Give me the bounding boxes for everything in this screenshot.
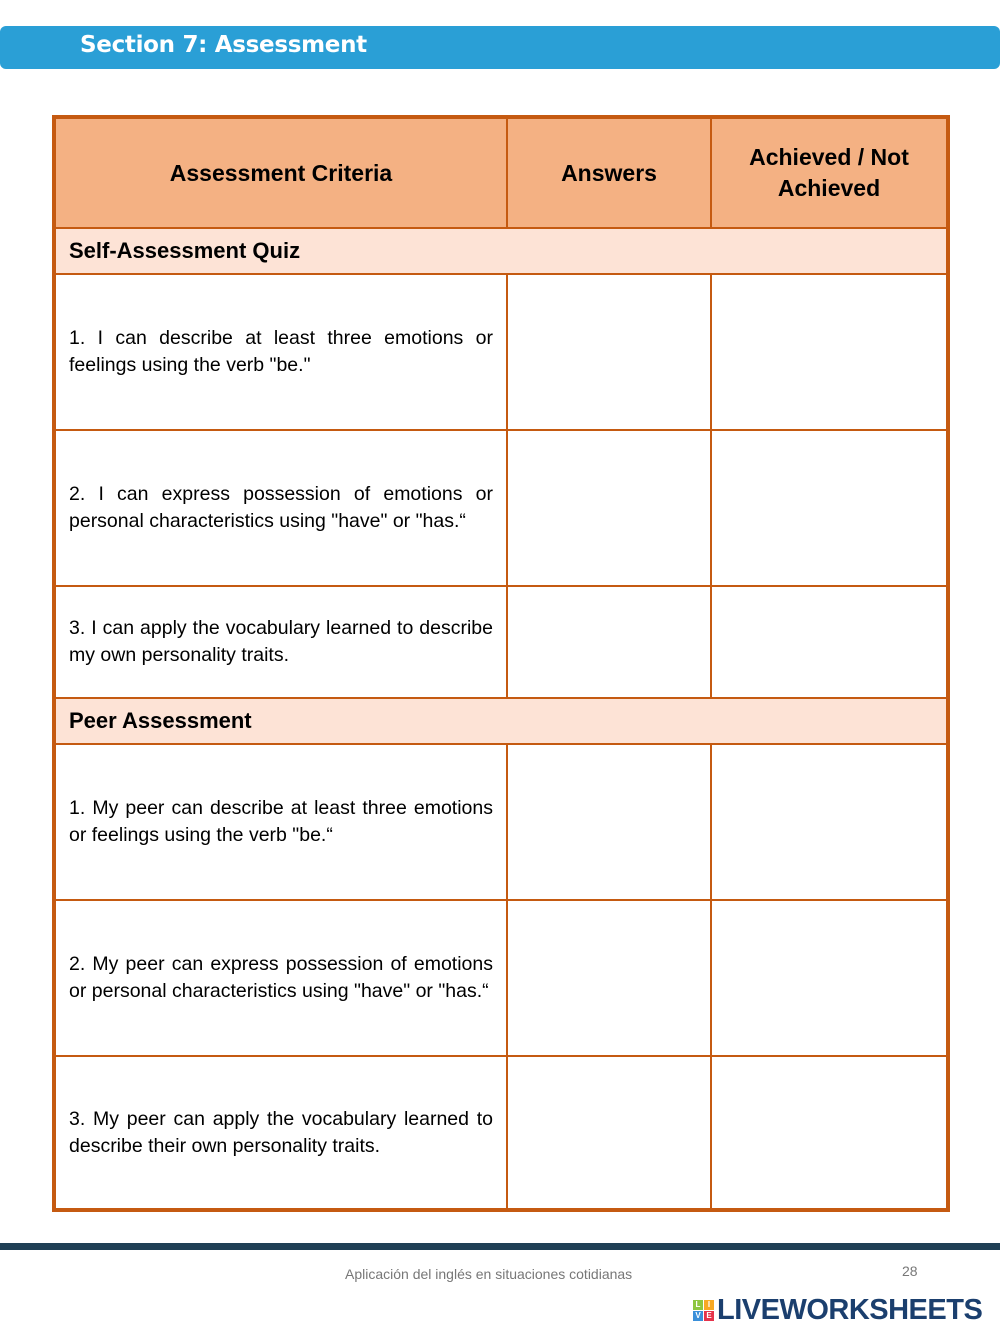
logo-letter: L xyxy=(693,1300,703,1310)
answer-cell[interactable] xyxy=(507,744,711,900)
answer-cell[interactable] xyxy=(507,900,711,1056)
achieved-cell[interactable] xyxy=(711,274,948,430)
achieved-cell[interactable] xyxy=(711,586,948,698)
logo-blocks-icon xyxy=(693,1300,714,1321)
table-row xyxy=(54,1056,948,1210)
achieved-cell[interactable] xyxy=(711,430,948,586)
answer-cell[interactable] xyxy=(507,1056,711,1210)
section-title-self: Self-Assessment Quiz xyxy=(54,228,948,274)
column-header-answers: Answers xyxy=(507,117,711,228)
criteria-cell: 1. My peer can describe at least three emotions or feelings using the verb "be.“ xyxy=(54,744,507,900)
criteria-cell: 3. My peer can apply the vocabulary learned to describe their own personality traits. xyxy=(54,1056,507,1210)
section-row xyxy=(54,698,948,744)
section-row xyxy=(54,228,948,274)
criteria-cell: 1. I can describe at least three emotions or feelings using the verb "be." xyxy=(54,274,507,430)
criteria-cell: 2. I can express possession of emotions or personal characteristics using "have" or "has.“ xyxy=(54,430,507,586)
section-title-peer: Peer Assessment xyxy=(54,698,948,744)
logo-text: LIVEWORKSHEETS xyxy=(717,1294,983,1326)
achieved-cell[interactable] xyxy=(711,1056,948,1210)
table-row xyxy=(54,586,948,698)
criteria-cell: 2. My peer can express possession of emotions or personal characteristics using "have" or "has.“ xyxy=(54,900,507,1056)
section-title: Section 7: Assessment xyxy=(80,32,367,58)
assessment-table xyxy=(52,115,950,1212)
table-row xyxy=(54,430,948,586)
footer-divider xyxy=(0,1243,1000,1250)
logo-letter: I xyxy=(704,1300,714,1310)
liveworksheets-logo xyxy=(693,1294,982,1327)
table-row xyxy=(54,900,948,1056)
table-row xyxy=(54,744,948,900)
achieved-cell[interactable] xyxy=(711,744,948,900)
criteria-cell: 3. I can apply the vocabulary learned to describe my own personality traits. xyxy=(54,586,507,698)
answer-cell[interactable] xyxy=(507,430,711,586)
answer-cell[interactable] xyxy=(507,274,711,430)
table-row xyxy=(54,274,948,430)
table-header xyxy=(54,117,948,228)
column-header-achieved: Achieved / Not Achieved xyxy=(711,117,948,228)
column-header-criteria: Assessment Criteria xyxy=(54,117,507,228)
section-banner xyxy=(0,26,1000,69)
logo-letter: E xyxy=(704,1311,714,1321)
answer-cell[interactable] xyxy=(507,586,711,698)
page-number: 28 xyxy=(902,1263,918,1279)
achieved-cell[interactable] xyxy=(711,900,948,1056)
logo-letter: V xyxy=(693,1311,703,1321)
footer-text: Aplicación del inglés en situaciones cotidianas xyxy=(345,1266,633,1282)
